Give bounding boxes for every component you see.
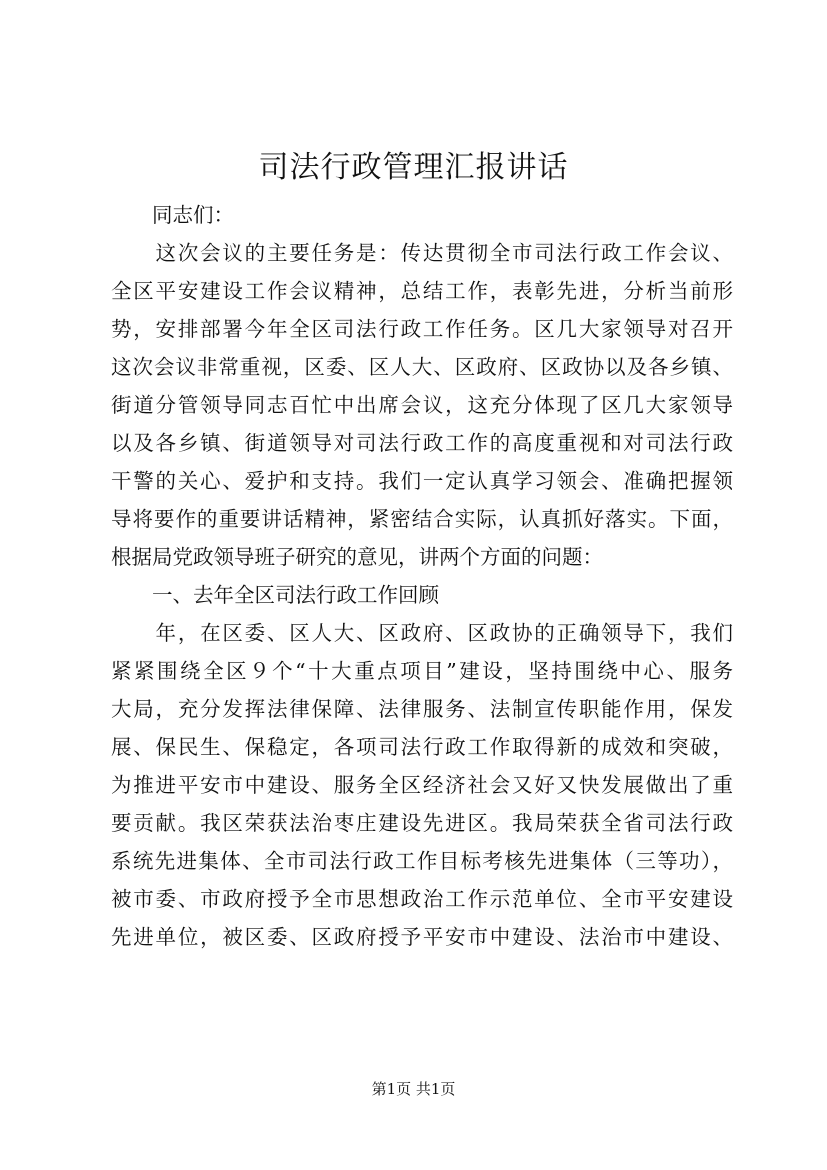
text-line: 系统先进集体、全市司法行政工作目标考核先进集体（三等功）， [111, 849, 733, 873]
text-line: 年，在区委、区人大、区政府、区政协的正确领导下，我们 [111, 621, 733, 645]
text-line: 要贡献。我区荣获法治枣庄建设先进区。我局荣获全省司法行政 [111, 811, 733, 835]
text-line: 街道分管领导同志百忙中出席会议，这充分体现了区几大家领导 [111, 393, 733, 417]
section-heading: 一、去年全区司法行政工作回顾 [111, 583, 439, 607]
text-line: 被市委、市政府授予全市思想政治工作示范单位、全市平安建设 [111, 887, 733, 911]
text-line: 这次会议的主要任务是：传达贯彻全市司法行政工作会议、 [111, 241, 733, 265]
text-line: 干警的关心、爱护和支持。我们一定认真学习领会、准确把握领 [111, 469, 733, 493]
text-line: 以及各乡镇、街道领导对司法行政工作的高度重视和对司法行政 [111, 431, 733, 455]
text-line: 同志们： [111, 203, 234, 227]
text-line: 展、保民生、保稳定，各项司法行政工作取得新的成效和突破， [111, 735, 733, 759]
document-body [111, 196, 733, 956]
text-line: 根据局党政领导班子研究的意见，讲两个方面的问题： [111, 545, 603, 569]
text-line: 紧紧围绕全区９个“十大重点项目”建设，坚持围绕中心、服务 [111, 659, 733, 683]
text-line: 先进单位，被区委、区政府授予平安市中建设、法治市中建设、 [111, 925, 733, 949]
text-line: 为推进平安市中建设、服务全区经济社会又好又快发展做出了重 [111, 773, 733, 797]
document-title: 司法行政管理汇报讲话 [258, 150, 569, 185]
page-footer: 第1页 共1页 [371, 1080, 456, 1098]
text-line: 势，安排部署今年全区司法行政工作任务。区几大家领导对召开 [111, 317, 733, 341]
text-line: 全区平安建设工作会议精神，总结工作，表彰先进，分析当前形 [111, 279, 733, 303]
text-line: 大局，充分发挥法律保障、法律服务、法制宣传职能作用，保发 [111, 697, 733, 721]
text-line: 这次会议非常重视，区委、区人大、区政府、区政协以及各乡镇、 [111, 355, 733, 379]
text-line: 导将要作的重要讲话精神，紧密结合实际，认真抓好落实。下面， [111, 507, 733, 531]
